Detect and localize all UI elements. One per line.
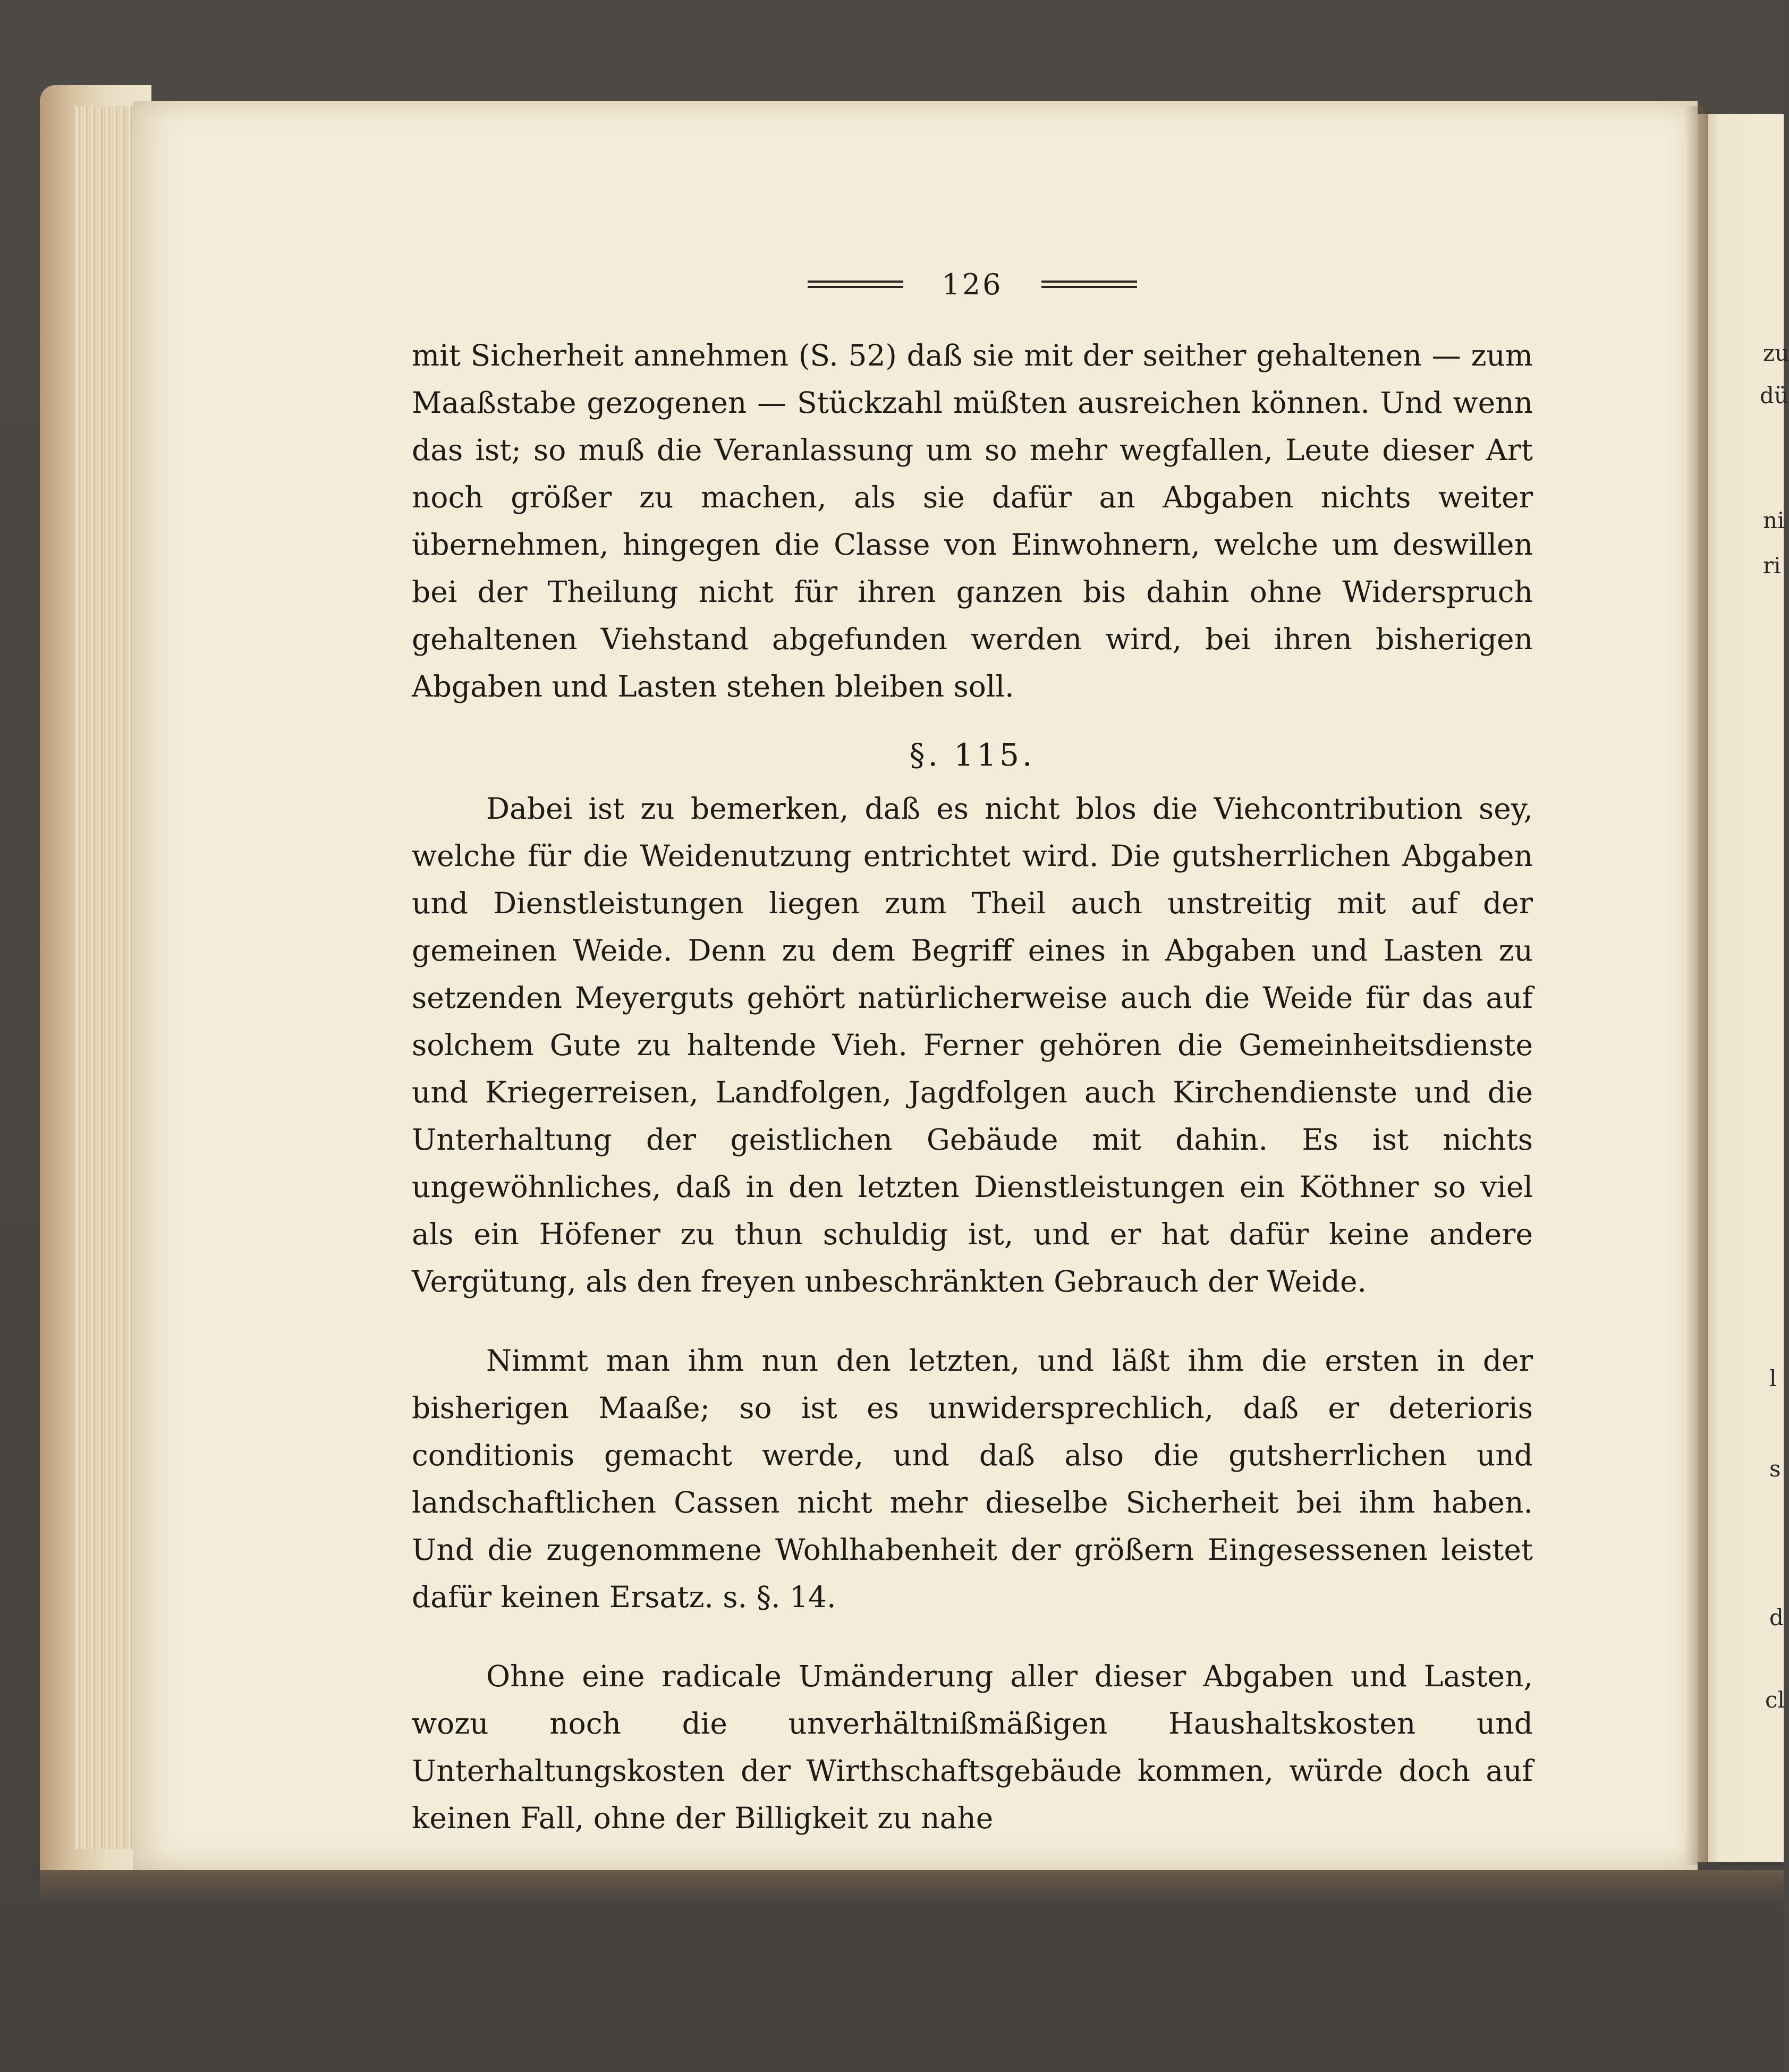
- book-bottom-edge: [40, 1870, 1784, 1902]
- header-rule-right: [1041, 281, 1137, 288]
- paragraph-2: Dabei ist zu bemerken, daß es nicht blos die Viehcontribution sey, welche für die Weidenutzung entrichtet wird. Die gutsherrlichen Abgaben und Dienstleistungen liegen zum Theil auch unstreitig mit auf der gemeinen Weide. Denn zu dem Begriff eines in Abgaben und Lasten zu setzenden Meyerguts gehört natürlicherweise auch die Weide für das auf solchem Gute zu haltende Vieh. Ferner gehören die Gemeinheitsdienste und Kriegerreisen, Landfolgen, Jagdfolgen auch Kirchendienste und die Unterhaltung der geistlichen Gebäude mit dahin. Es ist nichts ungewöhnliches, daß in den letzten Dienstleistungen ein Köthner so viel als ein Höfener zu thun schuldig ist, und er hat dafür keine andere Vergütung, als den freyen unbeschränkten Gebrauch der Weide.: [412, 792, 1533, 1298]
- page-gutter: [1684, 106, 1708, 1865]
- facing-page-fragment: dü: [1760, 383, 1788, 409]
- page-header: [808, 266, 1137, 303]
- paragraph-4: Ohne eine radicale Umänderung aller dieser Abgaben und Lasten, wozu noch die unverhältnißmäßigen Haushaltskosten und Unterhaltungskosten der Wirthschaftsgebäude kommen, würde doch auf keinen Fall, ohne der Billigkeit zu nahe: [412, 1659, 1533, 1835]
- facing-page-fragment: ri: [1763, 553, 1781, 579]
- facing-page-fragment: ni: [1763, 507, 1785, 533]
- facing-page-edge: [1698, 114, 1784, 1862]
- paragraph-3: Nimmt man ihm nun den letzten, und läßt ihm die ersten in der bisherigen Maaße; so ist es unwidersprechlich, daß er deterioris conditionis gemacht werde, und daß also die gutsherrlichen und landschaftlichen Cassen nicht mehr dieselbe Sicherheit bei ihm haben. Und die zugenommene Wohlhabenheit der größern Eingesessenen leistet dafür keinen Ersatz. s. §. 14.: [412, 1344, 1533, 1614]
- body-text: [412, 332, 1533, 1842]
- paragraph-1: mit Sicherheit annehmen (S. 52) daß sie mit der seither gehaltenen — zum Maaßstabe gezogenen — Stückzahl müßten ausreichen können. Und wenn das ist; so muß die Veranlassung um so mehr wegfallen, Leute dieser Art noch größer zu machen, als sie dafür an Abgaben nichts weiter übernehmen, hingegen die Classe von Einwohnern, welche um deswillen bei der Theilung nicht für ihren ganzen bis dahin ohne Widerspruch gehaltenen Viehstand abgefunden werden wird, bei ihren bisherigen Abgaben und Lasten stehen bleiben soll.: [412, 338, 1533, 703]
- facing-page-fragment: l: [1769, 1365, 1777, 1391]
- facing-page-fragment: zu: [1763, 340, 1789, 366]
- header-rule-left: [808, 281, 903, 288]
- facing-page-fragment: cl: [1765, 1687, 1785, 1713]
- page-number: 126: [942, 267, 1003, 301]
- section-heading: §. 115.: [909, 737, 1036, 773]
- facing-page-fragment: s: [1769, 1456, 1781, 1482]
- facing-page-fragment: d: [1769, 1604, 1784, 1631]
- page-stack: [74, 106, 138, 1849]
